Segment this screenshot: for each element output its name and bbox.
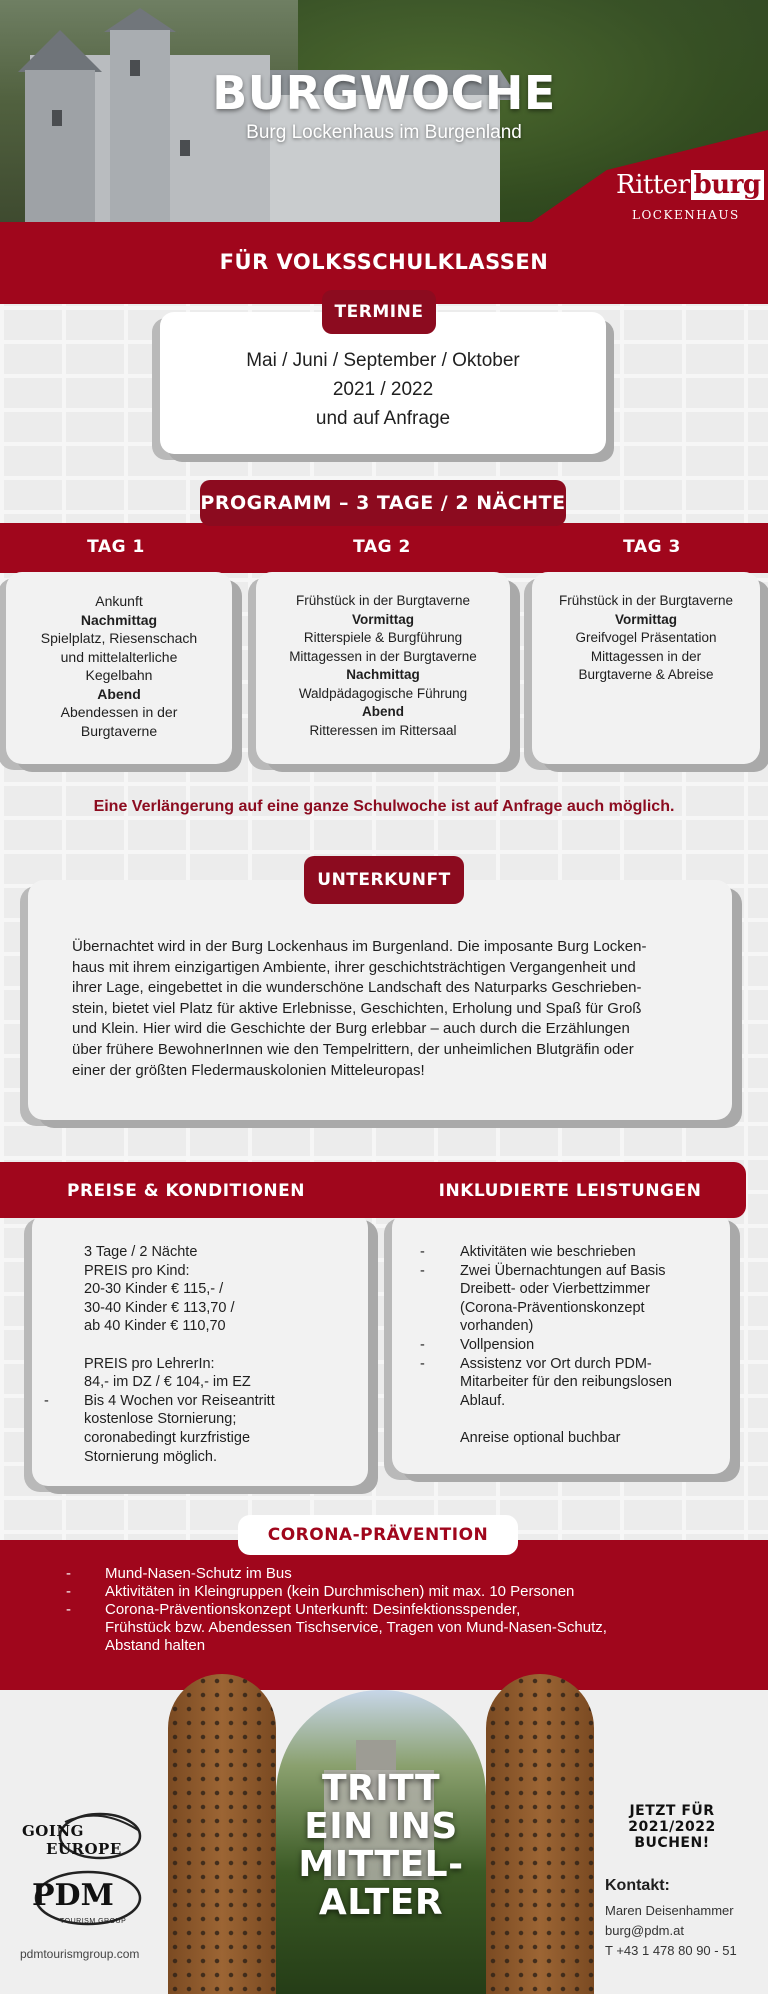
termine-line: 2021 / 2022	[332, 379, 434, 400]
slogan-line: TRITT	[321, 1768, 441, 1809]
leistung-line: Dreibett- oder Vierbettzimmer	[460, 1281, 650, 1298]
list-dash: -	[44, 1392, 49, 1409]
unterkunft-label: UNTERKUNFT	[304, 856, 464, 904]
list-dash: -	[420, 1262, 425, 1279]
slogan	[296, 1770, 466, 1922]
termine-line: Mai / Juni / September / Oktober	[246, 350, 520, 371]
logo-ritter-text: Ritter	[616, 170, 690, 200]
going-text: GOING	[22, 1822, 84, 1840]
day-activity: Ankunft	[95, 593, 143, 609]
list-dash: -	[66, 1583, 71, 1600]
day-activity: Waldpädagogische Führung	[298, 685, 468, 701]
corona-item	[105, 1583, 665, 1601]
unterkunft-line: ihrer Lage, eingebettet in die wunderschöne Landschaft des Naturparks Geschrieben-	[72, 979, 642, 997]
unterkunft-line: über frühere BewohnerInnen wie den Tempelrittern, der unheimlichen Blutgräfin oder	[72, 1040, 634, 1058]
leistung-line: Zwei Übernachtungen auf Basis	[460, 1262, 666, 1279]
leistung-item	[420, 1243, 722, 1262]
leistungen-heading: INKLUDIERTE LEISTUNGEN	[438, 1181, 702, 1201]
preise-text	[44, 1243, 354, 1466]
cta-line: BUCHEN!	[634, 1835, 710, 1851]
corona-line: Mund-Nasen-Schutz im Bus	[105, 1565, 292, 1582]
day-1-heading: TAG 1	[87, 537, 145, 557]
unterkunft-line: und Klein. Hier wird die Geschichte der Burg erlebbar – auch durch die Erzählungen	[72, 1020, 630, 1038]
list-dash: -	[66, 1601, 71, 1618]
day-activity: Ritterspiele & Burgführung	[303, 630, 463, 645]
corona-line: Corona-Präventionskonzept Unterkunft: Desinfektionsspender,	[105, 1601, 521, 1618]
day-time-heading: Abend	[97, 685, 141, 702]
leistung-line: Assistenz vor Ort durch PDM-	[460, 1355, 652, 1372]
page-title: BURGWOCHE	[212, 66, 556, 120]
door-studs	[486, 1674, 594, 1994]
day-activity: Greifvogel Präsentation	[575, 630, 717, 645]
leistung-line: Ablauf.	[460, 1392, 506, 1409]
storno-line: coronabedingt kurzfristige	[84, 1429, 251, 1446]
audience-title: FÜR VOLKSSCHULKLASSEN	[219, 250, 549, 274]
logo-burg-text: burg	[691, 170, 764, 200]
slogan-line: EIN INS	[304, 1806, 458, 1847]
unterkunft-line: einer der größten Fledermauskolonien Mitteleuropas!	[72, 1061, 425, 1079]
preise-line: 30-40 Kinder € 113,70 /	[84, 1299, 235, 1316]
leistung-line: Mitarbeiter für den reibungslosen	[460, 1374, 672, 1391]
corona-item	[105, 1601, 665, 1655]
list-dash: -	[420, 1336, 425, 1353]
storno-line: Stornierung möglich.	[84, 1448, 217, 1465]
contact-phone[interactable]: T +43 1 478 80 90 - 51	[605, 1943, 737, 1958]
list-dash: -	[420, 1355, 425, 1372]
contact-email[interactable]: burg@pdm.at	[605, 1923, 684, 1938]
corona-label: CORONA-PRÄVENTION	[238, 1515, 518, 1555]
day-activity: und mittelalterliche	[60, 648, 178, 665]
preise-heading: PREISE & KONDITIONEN	[67, 1181, 305, 1201]
booking-cta	[612, 1803, 732, 1851]
leistung-spacer	[460, 1410, 722, 1429]
day-activity: Burgtaverne	[80, 722, 158, 739]
logo-subtitle: LOCKENHAUS	[632, 208, 740, 222]
leistung-line: Vollpension	[460, 1336, 535, 1353]
day-activity: Abendessen in der	[60, 704, 178, 720]
castle-tower-roof	[104, 8, 176, 32]
day-time-heading: Vormittag	[614, 611, 677, 627]
day-activity: Burgtaverne & Abreise	[578, 667, 714, 682]
pdm-logo	[28, 1868, 144, 1934]
list-dash: -	[420, 1244, 425, 1260]
extension-note: Eine Verlängerung auf eine ganze Schulwoche ist auf Anfrage auch möglich.	[93, 798, 675, 815]
contact-label: Kontakt:	[605, 1877, 670, 1894]
left-door	[168, 1674, 276, 1994]
preise-line: PREIS pro Kind:	[84, 1262, 190, 1279]
day-activity: Mittagessen in der Burgtaverne	[289, 648, 477, 664]
contact-name: Maren Deisenhammer	[605, 1903, 734, 1918]
leistung-item	[420, 1355, 722, 1411]
day-time-heading: Nachmittag	[346, 667, 420, 682]
door-studs	[168, 1674, 276, 1994]
pdm-website[interactable]: pdmtourismgroup.com	[20, 1947, 140, 1961]
leistung-line: (Corona-Präventionskonzept	[460, 1299, 645, 1316]
preise-line: 3 Tage / 2 Nächte	[84, 1244, 198, 1260]
ritterburg-logo	[616, 170, 764, 200]
day-2-heading: TAG 2	[353, 537, 411, 557]
corona-item	[105, 1565, 665, 1583]
preise-line: PREIS pro LehrerIn:	[84, 1355, 215, 1372]
corona-line: Abstand halten	[105, 1637, 206, 1654]
leistung-item	[420, 1262, 722, 1336]
page-subtitle: Burg Lockenhaus im Burgenland	[246, 122, 522, 143]
storno-line: Bis 4 Wochen vor Reiseantritt	[84, 1392, 275, 1409]
preise-spacer	[84, 1336, 354, 1355]
unterkunft-text	[72, 937, 684, 1081]
going-europe-logo	[20, 1810, 144, 1862]
preise-line: ab 40 Kinder € 110,70	[84, 1318, 226, 1335]
unterkunft-line: stein, bietet viel Platz für aktive Erlebnisse, Geschichten, Erholung und Spaß für Groß	[72, 999, 642, 1017]
cta-line: JETZT FÜR	[629, 1803, 715, 1819]
preise-line: 20-30 Kinder € 115,- /	[84, 1281, 224, 1298]
day-activity: Spielplatz, Riesenschach	[40, 630, 198, 646]
day-time-heading: Abend	[362, 704, 404, 719]
storno-line: kostenlose Stornierung;	[84, 1411, 237, 1428]
pdm-subtext: TOURISM GROUP	[60, 1918, 127, 1925]
termine-label: TERMINE	[322, 290, 436, 334]
europe-text: EUROPE	[46, 1840, 122, 1858]
termine-line: und auf Anfrage	[315, 408, 451, 429]
day-activity: Mittagessen in der	[590, 648, 702, 664]
leistungen-list	[420, 1243, 722, 1448]
leistung-line: vorhanden)	[460, 1318, 534, 1335]
unterkunft-line: Übernachtet wird in der Burg Lockenhaus im Burgenland. Die imposante Burg Locken-	[72, 938, 647, 955]
day-time-heading: Vormittag	[351, 611, 414, 627]
unterkunft-line: haus mit ihrem einzigartigen Ambiente, ihrer geschichtsträchtigen Vergangenheit und	[72, 958, 636, 976]
day-3-heading: TAG 3	[623, 537, 681, 557]
storno-item	[44, 1392, 354, 1466]
corona-line: Aktivitäten in Kleingruppen (kein Durchmischen) mit max. 10 Personen	[105, 1583, 575, 1600]
list-dash: -	[66, 1565, 71, 1582]
leistung-extra: Anreise optional buchbar	[460, 1429, 621, 1446]
slogan-line: ALTER	[318, 1882, 444, 1923]
day-activity: Frühstück in der Burgtaverne	[558, 593, 734, 608]
programm-label: PROGRAMM – 3 TAGE / 2 NÄCHTE	[200, 480, 566, 526]
preise-line: 84,- im DZ / € 104,- im EZ	[84, 1374, 251, 1391]
slogan-line: MITTEL-	[298, 1844, 464, 1885]
cta-line: 2021/2022	[628, 1819, 716, 1835]
corona-line: Frühstück bzw. Abendessen Tischservice, Tragen von Mund-Nasen-Schutz,	[105, 1619, 607, 1636]
day-time-heading: Nachmittag	[80, 611, 158, 628]
right-door	[486, 1674, 594, 1994]
day-2-card	[256, 572, 510, 764]
day-activity: Ritteressen im Rittersaal	[309, 722, 457, 738]
leistung-line: Aktivitäten wie beschrieben	[460, 1244, 636, 1260]
pdm-text: PDM	[32, 1878, 114, 1913]
day-activity: Frühstück in der Burgtaverne	[295, 593, 471, 608]
day-3-card	[532, 572, 760, 764]
leistung-item	[420, 1336, 722, 1355]
day-1-card	[6, 572, 232, 764]
day-activity: Kegelbahn	[85, 667, 153, 683]
